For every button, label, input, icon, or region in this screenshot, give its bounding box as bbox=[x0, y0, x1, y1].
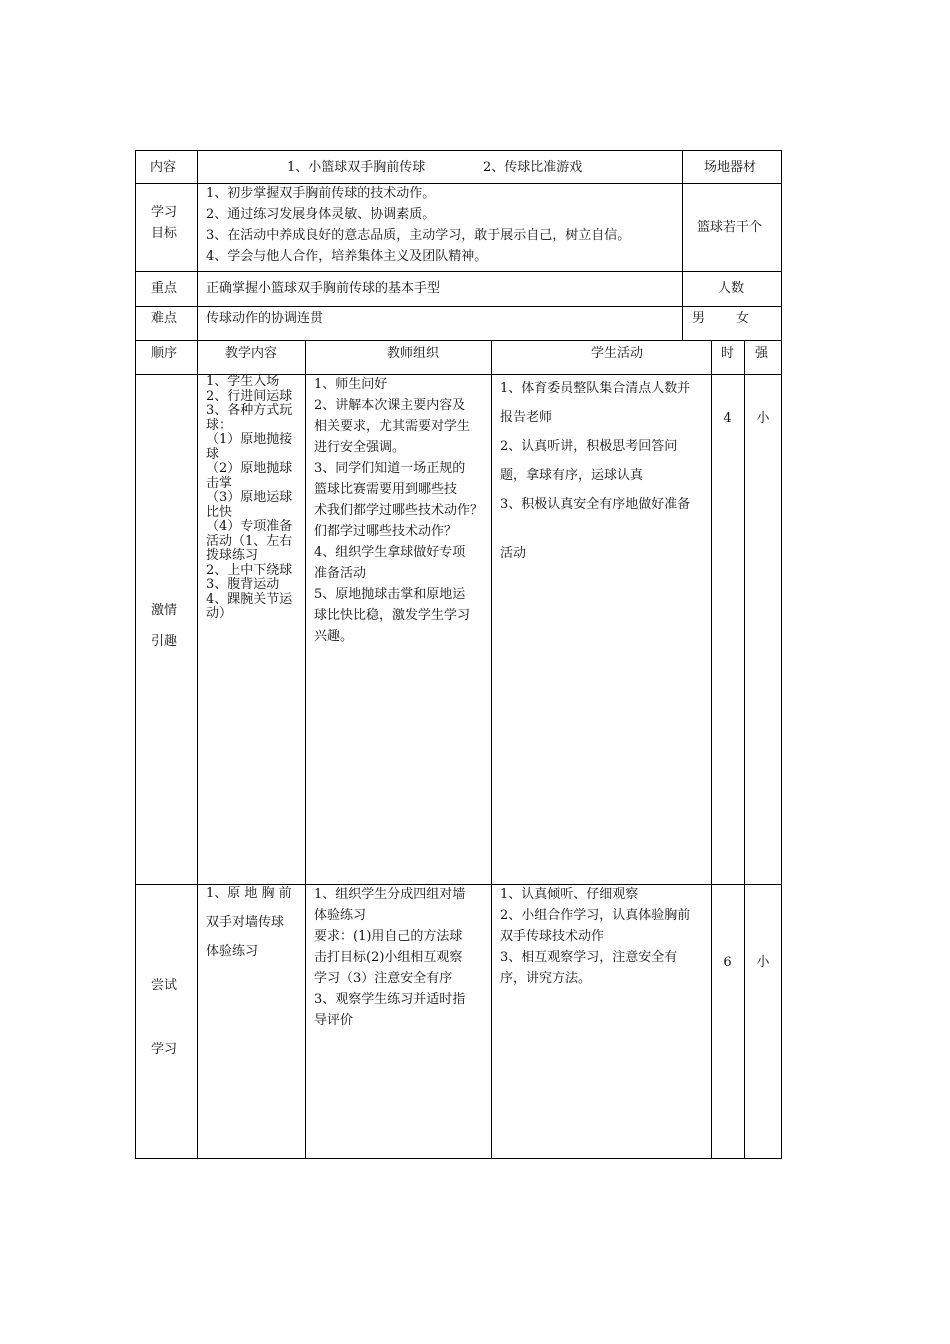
col-header-time: 时 bbox=[721, 346, 735, 361]
teacher-line: 1、师生问好 bbox=[314, 377, 388, 392]
goals-label-line2: 目标 bbox=[151, 226, 178, 241]
student-line: 报告老师 bbox=[500, 410, 553, 425]
col-divider bbox=[491, 340, 492, 1159]
content-line: 4、踝腕关节运 bbox=[206, 591, 293, 607]
content-label: 内容 bbox=[150, 160, 177, 175]
section-2-name-line2: 学习 bbox=[151, 1042, 178, 1057]
content-item-2: 2、传球比准游戏 bbox=[483, 160, 583, 175]
col-divider bbox=[711, 340, 712, 1159]
student-line: 1、体育委员整队集合清点人数并 bbox=[500, 381, 691, 396]
content-line: 1、学生入场 bbox=[206, 374, 280, 389]
goal-item: 1、初步掌握双手胸前传球的技术动作。 bbox=[206, 186, 436, 201]
section-2-time: 6 bbox=[723, 955, 732, 970]
section-2-intensity: 小 bbox=[756, 955, 770, 970]
col-divider bbox=[744, 340, 745, 1159]
teacher-line: 1、组织学生分成四组对墙 bbox=[314, 887, 466, 902]
row-divider bbox=[135, 340, 782, 341]
content-line: 动） bbox=[206, 606, 233, 621]
teacher-line: 准备活动 bbox=[314, 566, 367, 581]
col-header-order: 顺序 bbox=[151, 346, 178, 361]
goal-item: 4、学会与他人合作，培养集体主义及团队精神。 bbox=[206, 249, 488, 264]
teacher-line: 篮球比赛需要用到哪些技 bbox=[314, 482, 458, 497]
goals-list bbox=[206, 183, 676, 267]
equipment-text: 篮球若干个 bbox=[697, 220, 763, 235]
content-line: 3、各种方式玩 bbox=[206, 403, 293, 418]
section-1-intensity: 小 bbox=[756, 411, 770, 426]
student-line: 2、认真听讲，积极思考回答问 bbox=[500, 439, 678, 454]
section-1-student bbox=[500, 374, 708, 568]
content-line: 球 bbox=[206, 446, 220, 462]
section-2-content bbox=[206, 879, 302, 966]
section-1-content bbox=[206, 375, 302, 622]
content-line: 球： bbox=[206, 417, 233, 433]
teacher-line: 兴趣。 bbox=[314, 629, 354, 644]
female-label: 女 bbox=[736, 311, 750, 326]
teacher-line: 相关要求，尤其需要对学生 bbox=[314, 419, 471, 434]
section-1-teacher bbox=[314, 374, 489, 647]
difficulty-label: 难点 bbox=[151, 311, 178, 326]
teacher-line: 进行安全强调。 bbox=[314, 440, 406, 455]
student-line: 活动 bbox=[500, 546, 527, 561]
teacher-line: 4、组织学生拿球做好专项 bbox=[314, 545, 466, 560]
difficulty-text: 传球动作的协调连贯 bbox=[206, 311, 324, 326]
content-line: 比快 bbox=[206, 504, 233, 520]
teacher-line: 们都学过哪些技术动作？ bbox=[314, 524, 458, 539]
teacher-line: 3、观察学生练习并适时指 bbox=[314, 992, 466, 1007]
content-line: 拨球练习 bbox=[206, 548, 259, 563]
student-line: 3、相互观察学习，注意安全有 bbox=[500, 950, 678, 965]
headcount-label: 人数 bbox=[718, 281, 745, 296]
col-divider bbox=[197, 150, 198, 1159]
section-2-name-line1: 尝试 bbox=[151, 978, 178, 993]
content-line: （3）原地运球 bbox=[206, 490, 293, 505]
row-divider bbox=[135, 306, 782, 307]
student-line: 2、小组合作学习，认真体验胸前 bbox=[500, 908, 691, 923]
col-header-content: 教学内容 bbox=[225, 346, 278, 361]
key-point-label: 重点 bbox=[151, 281, 178, 296]
content-item-1: 1、小篮球双手胸前传球 bbox=[287, 160, 426, 175]
venue-label: 场地器材 bbox=[704, 160, 757, 175]
content-line: 击掌 bbox=[206, 475, 233, 491]
content-line: （4）专项准备 bbox=[206, 519, 293, 534]
section-2-teacher bbox=[314, 884, 489, 1031]
teacher-line: 球比快比稳，激发学生学习 bbox=[314, 608, 471, 623]
content-line: 3、腹背运动 bbox=[206, 577, 280, 592]
col-header-intensity: 强 bbox=[755, 346, 769, 361]
teacher-line: 学习（3）注意安全有序 bbox=[314, 971, 453, 986]
goals-label-line1: 学习 bbox=[151, 205, 178, 220]
student-line: 3、积极认真安全有序地做好准备 bbox=[500, 497, 691, 512]
goal-item: 2、通过练习发展身体灵敏、协调素质。 bbox=[206, 207, 436, 222]
male-label: 男 bbox=[692, 311, 706, 326]
content-line: 2、行进间运球 bbox=[206, 388, 293, 404]
row-divider bbox=[135, 271, 782, 272]
student-line: 双手传球技术动作 bbox=[500, 929, 605, 944]
col-divider bbox=[305, 340, 306, 1159]
section-1-time: 4 bbox=[723, 411, 732, 426]
col-divider bbox=[682, 150, 683, 340]
teacher-line: 5、原地抛球击掌和原地运 bbox=[314, 587, 466, 602]
col-header-student: 学生活动 bbox=[591, 346, 644, 361]
content-line: 活动（1、左右 bbox=[206, 533, 293, 549]
col-header-teacher: 教师组织 bbox=[387, 346, 440, 361]
content-line: 体验练习 bbox=[206, 944, 259, 959]
teacher-line: 要求：(1)用自己的方法球 bbox=[314, 929, 463, 944]
content-line: 2、上中下绕球 bbox=[206, 562, 293, 578]
content-line: （2）原地抛球 bbox=[206, 461, 293, 476]
student-line: 题，拿球有序，运球认真 bbox=[500, 468, 644, 483]
section-2-student bbox=[500, 884, 708, 989]
teacher-line: 2、讲解本次课主要内容及 bbox=[314, 398, 466, 413]
section-1-name-line1: 激情 bbox=[151, 603, 178, 618]
student-line: 1、认真倾听、仔细观察 bbox=[500, 887, 639, 902]
section-1-name-line2: 引趣 bbox=[151, 634, 178, 649]
goal-item: 3、在活动中养成良好的意志品质，主动学习，敢于展示自己，树立自信。 bbox=[206, 228, 631, 243]
teacher-line: 击打目标(2)小组相互观察 bbox=[314, 950, 463, 965]
content-line: 1、原 地 胸 前 bbox=[206, 886, 292, 901]
teacher-line: 术我们都学过哪些技术动作？ bbox=[314, 503, 484, 518]
content-line: （1）原地抛接 bbox=[206, 432, 293, 447]
teacher-line: 体验练习 bbox=[314, 908, 367, 923]
teacher-line: 3、同学们知道一场正规的 bbox=[314, 461, 466, 476]
student-line: 序，讲究方法。 bbox=[500, 971, 592, 986]
teacher-line: 导评价 bbox=[314, 1013, 354, 1028]
key-point-text: 正确掌握小篮球双手胸前传球的基本手型 bbox=[206, 281, 441, 296]
content-line: 双手对墙传球 bbox=[206, 915, 285, 930]
